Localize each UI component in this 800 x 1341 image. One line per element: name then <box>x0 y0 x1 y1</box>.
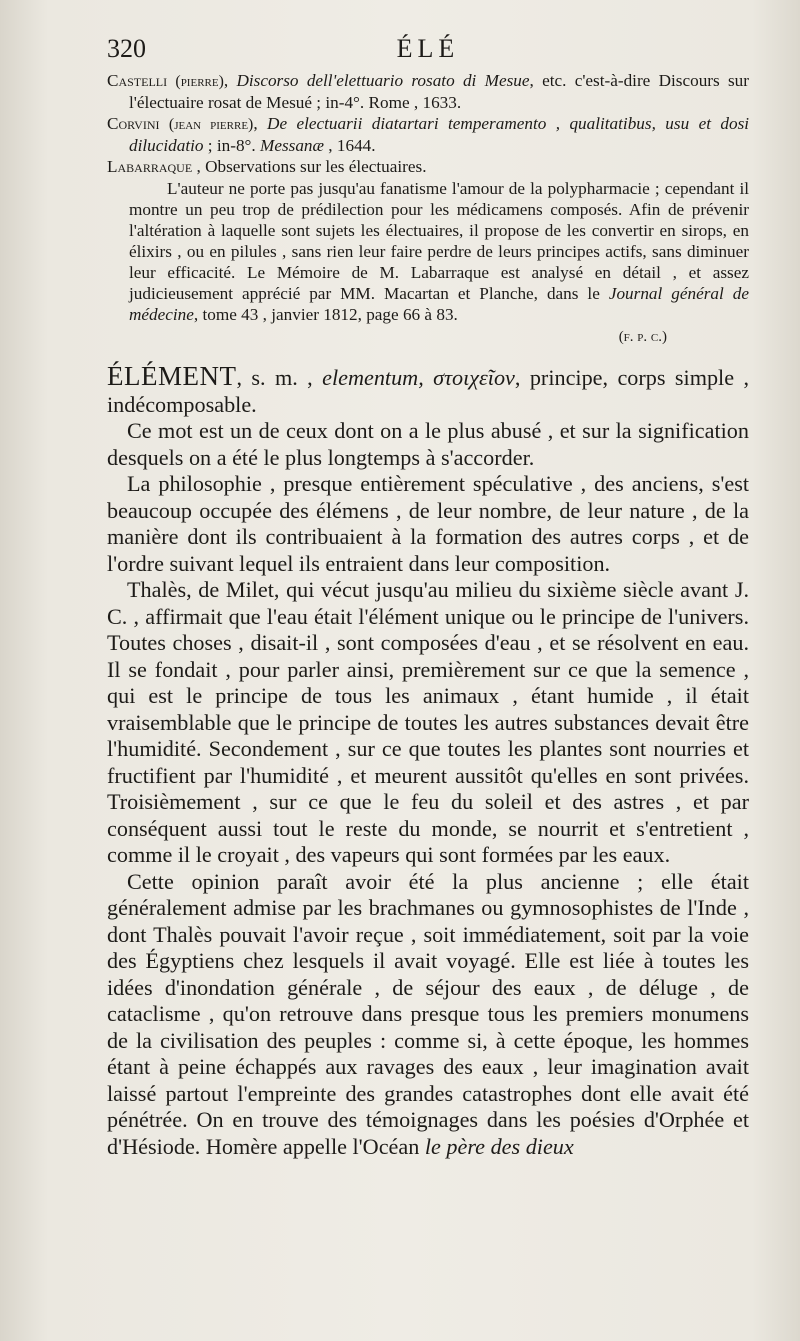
journal-title: Journal général de médecine <box>129 284 749 324</box>
bib-annotation: L'auteur ne porte pas jusqu'au fanatisme l'amour de la polypharmacie ; cependant il montre un peu trop de prédilection pour les médicamens composés. Afin de prévenir l'altération à laquelle sont sujets les électuaires, il propose de les convertir en sirops, en élixirs , ou en pilules , sans rien leur faire perdre de leurs principes actifs, sans diminuer leur efficacité. Le Mémoire de M. Labarraque est analysé en détail , et assez judicieusement apprécié par MM. Macartan et Planche, dans le Journal général de médecine, tome 43 , janvier 1812, page 66 à 83. <box>129 179 749 324</box>
grammar-label: , s. m. , <box>236 365 323 390</box>
bib-author: Labarraque <box>107 157 193 176</box>
paragraph: La philosophie , presque entièrement spéculative , des anciens, s'est beaucoup occupée des élémens , de leur nombre, de leur nature , de la manière dont ils contribuaient à la formation des autres corps , et de l'ordre suivant lequel ils entraient dans leur composition. <box>107 471 749 576</box>
paragraph: Ce mot est un de ceux dont on a le plus abusé , et sur la signification desquels on a été le plus longtemps à s'accorder. <box>107 418 749 470</box>
bib-author: Castelli <box>107 71 168 90</box>
article-heading <box>107 363 749 418</box>
headword: ÉLÉMENT <box>107 361 237 391</box>
bib-year: , 1644. <box>324 136 376 155</box>
running-head: ÉLÉ <box>396 34 460 63</box>
author-signature: (f. p. c.) <box>618 329 667 345</box>
definition: , principe, corps simple , indécomposable. <box>107 365 749 417</box>
paragraph: Thalès, de Milet, qui vécut jusqu'au milieu du sixième siècle avant J. C. , affirmait que l'eau était l'élément unique ou le principe de l'univers. Toutes choses , disait-il , sont composées d'eau , et se résolvent en eau. Il se fondait , pour parler ainsi, premièrement sur ce que la semence , qui est le principe de tous les animaux , étant humide , il était vraisemblable que le principe de toutes les autres substances devait être l'humidité. Secondement , sur ce que toutes les plantes sont nourries et fructifient par l'humidité , et meurent aussitôt qu'elles en sont privées. Troisièmement , sur ce que le feu du soleil et des astres , et par conséquent aussi tout le reste du monde, se nourrit et s'entretient , comme il le croyait , des vapeurs qui sont formées par les eaux. <box>107 577 749 867</box>
bib-title: Discorso dell'elettuario rosato di Mesue <box>236 71 530 90</box>
bib-author-first: (pierre) <box>175 73 224 90</box>
latin-term: elementum, <box>322 365 434 390</box>
bib-title: De electuarii diatartari temperamento , qualitatibus, usu et dosi dilucidatio <box>129 114 750 155</box>
bib-author: Corvini <box>107 114 160 133</box>
bib-entry-castelli: Castelli (pierre), Discorso dell'elettuario rosato di Mesue, etc. c'est-à-dire Discours sur l'électuaire rosat de Mesué ; in-4°. Rome , 1633. <box>107 71 749 112</box>
bib-details: , etc. c'est-à-dire Discours sur l'électuaire rosat de Mesué ; in-4°. Rome , 1633. <box>129 71 749 112</box>
bib-entry-labarraque: Labarraque , Observations sur les électuaires. <box>107 157 427 176</box>
bib-place: Messanæ <box>260 136 324 155</box>
bibliography-section <box>107 70 749 348</box>
page-number: 320 <box>107 34 146 63</box>
bib-details: ; in-8°. <box>203 136 261 155</box>
bib-entry-corvini: Corvini (jean pierre), De electuarii diatartari temperamento , qualitatibus, usu et dosi dilucidatio ; in-8°. Messanæ , 1644. <box>107 114 750 155</box>
greek-term: στοιχεῖον <box>433 365 515 390</box>
article-element <box>107 363 749 1160</box>
bib-details: Observations sur les électuaires. <box>205 157 427 176</box>
paragraph-last: Cette opinion paraît avoir été la plus ancienne ; elle était généralement admise par les brachmanes ou gymnosophistes de l'Inde , dont Thalès pouvait l'avoir reçue , soit immédiatement, soit par la voie des Égyptiens chez lesquels il avait voyagé. Elle est liée à toutes les idées d'inondation générale , de séjour des eaux , de déluge , de cataclisme , qu'on retrouve dans presque tous les premiers monumens de la civilisation des peuples : comme si, à cette époque, les hommes étant à peine échappés aux ravages des eaux , leur imagination avait laissé partout l'empreinte des grandes catastrophes dont elle avait été pénétrée. On en trouve des témoignages dans les poésies d'Orphée et d'Hésiode. Homère appelle l'Océan le père des dieux <box>107 868 749 1159</box>
italic-quote: le père des dieux <box>424 1133 574 1159</box>
page-header <box>107 34 749 70</box>
bib-author-first: (jean pierre) <box>168 116 254 133</box>
